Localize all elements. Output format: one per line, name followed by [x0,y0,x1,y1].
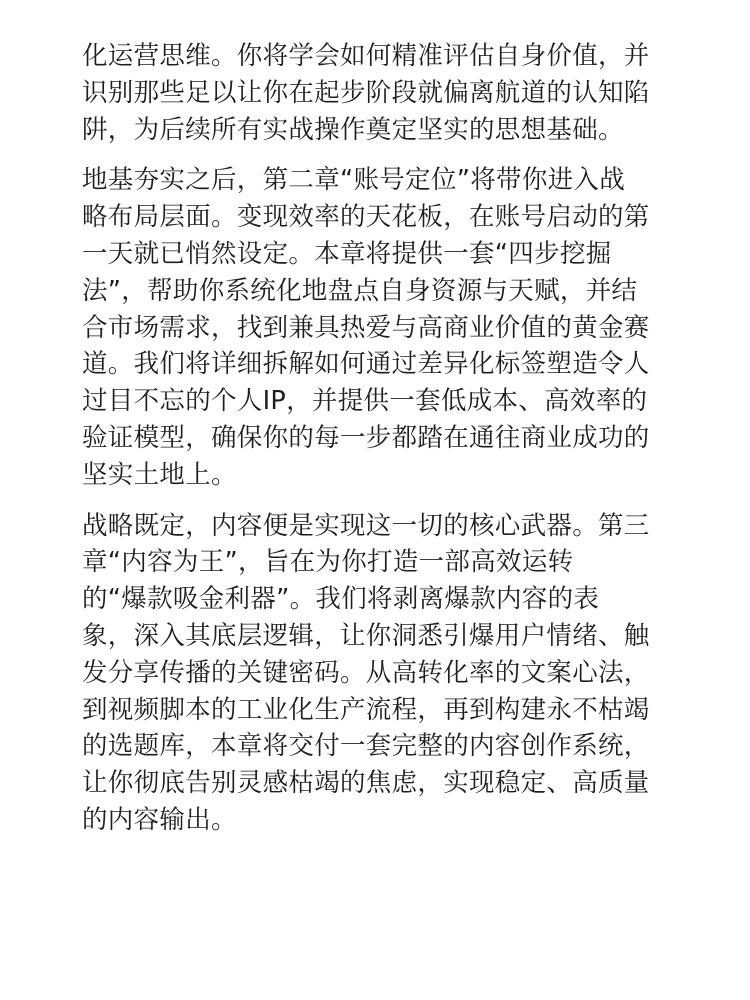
text-line: 让你彻底告别灵感枯竭的焦虑，实现稳定、高质量 [82,768,650,799]
paragraph-3 [82,508,690,839]
text-line: 阱，为后续所有实战操作奠定坚实的思想基础。 [82,114,624,145]
paragraph-2 [82,162,690,493]
text-line: 识别那些足以让你在起步阶段就偏离航道的认知陷 [82,77,650,108]
text-line: 到视频脚本的工业化生产流程，再到构建永不枯竭 [82,694,650,725]
text-line: 发分享传播的关键密码。从高转化率的文案心法， [82,657,650,688]
text-line: 略布局层面。变现效率的天花板，在账号启动的第 [82,202,650,233]
paragraph-1 [82,38,690,148]
text-line: 验证模型，确保你的每一步都踏在通往商业成功的 [82,422,650,453]
text-line: 的“爆款吸金利器”。我们将剥离爆款内容的表 [82,584,600,615]
text-line: 合市场需求，找到兼具热爱与高商业价值的黄金赛 [82,312,650,343]
text-line: 战略既定，内容便是实现这一切的核心武器。第三 [82,510,650,541]
text-line: 坚实土地上。 [82,459,237,490]
text-line: 章“内容为王”，旨在为你打造一部高效运转 [82,547,574,578]
text-line: 地基夯实之后，第二章“账号定位”将带你进入战 [82,165,626,196]
text-line: 法”，帮助你系统化地盘点自身资源与天赋，并结 [82,275,638,306]
text-line: 的内容输出。 [82,804,237,835]
text-line: 一天就已悄然设定。本章将提供一套“四步挖掘 [82,238,612,269]
text-line: 过目不忘的个人IP，并提供一套低成本、高效率的 [82,386,648,417]
text-line: 象，深入其底层逻辑，让你洞悉引爆用户情绪、触 [82,620,650,651]
text-line: 的选题库，本章将交付一套完整的内容创作系统， [82,731,650,762]
text-line: 化运营思维。你将学会如何精准评估自身价值，并 [82,41,650,71]
text-line: 道。我们将详细拆解如何通过差异化标签塑造令人 [82,349,650,380]
